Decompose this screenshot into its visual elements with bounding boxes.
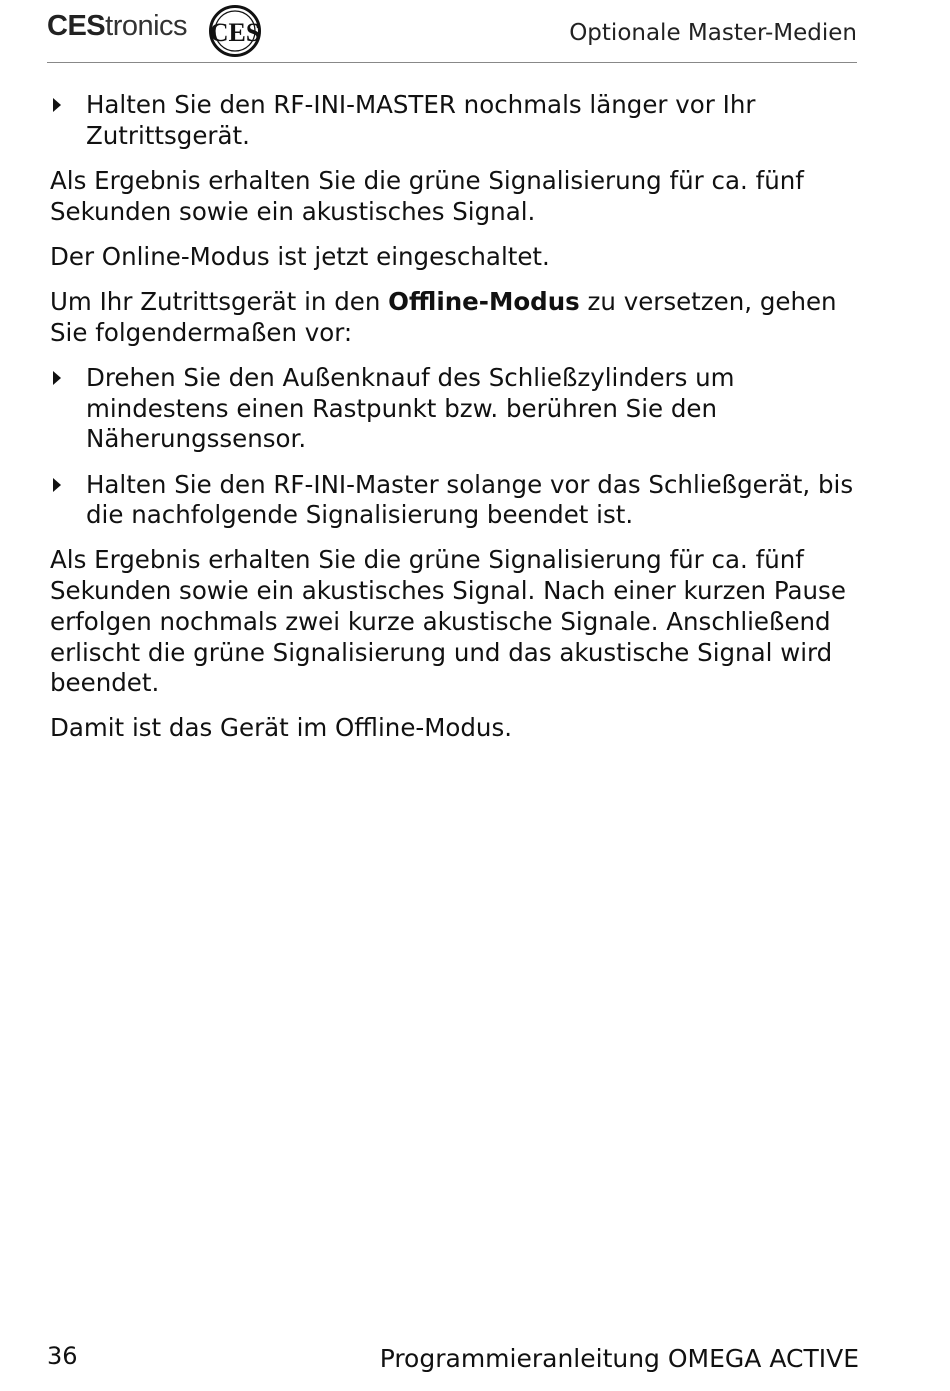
brand-light: tronics [105,10,188,42]
paragraph-offline-intro [50,287,860,348]
section-title: Optionale Master-Medien [569,20,857,46]
document-title: Programmieranleitung OMEGA ACTIVE [379,1344,859,1373]
paragraph: Der Online-Modus ist jetzt eingeschaltet. [50,241,550,271]
page-content [50,90,860,759]
brand-wordmark [47,10,187,43]
bullet-arrow-icon [53,478,61,492]
paragraph: Als Ergebnis erhalten Sie die grüne Signalisierung für ca. fünf Sekunden sowie ein akustisches Signal. Nach einer kurzen Pause erfolgen nochmals zwei kurze akustische Signale. Anschließend erlischt die grüne Signalisierung und das akustische Signal wird beendet. [50,545,846,698]
offline-mode-emphasis: Offline-Modus [388,287,580,317]
bullet-item [50,470,860,531]
page-header [47,0,857,64]
header-divider [47,62,857,63]
logo-text: CES [209,18,261,47]
bullet-arrow-icon [53,371,61,385]
bullet-text: Halten Sie den RF-INI-Master solange vor das Schließgerät, bis die nachfolgende Signalisierung beendet ist. [86,469,854,530]
brand-bold: CES [47,10,106,42]
bullet-text: Drehen Sie den Außenknauf des Schließzylinders um mindestens einen Rastpunkt bzw. berühren Sie den Näherungssensor. [86,362,735,454]
bullet-text: Halten Sie den RF-INI-MASTER nochmals länger vor Ihr Zutrittsgerät. [86,90,756,150]
ces-logo-icon [208,4,262,58]
paragraph: Als Ergebnis erhalten Sie die grüne Signalisierung für ca. fünf Sekunden sowie ein akustisches Signal. [50,165,804,226]
bullet-arrow-icon [53,98,61,112]
paragraph-text: zu versetzen, gehen Sie folgendermaßen vor: [50,287,837,347]
paragraph: Damit ist das Gerät im Offline-Modus. [50,713,513,743]
paragraph-text: Um Ihr Zutrittsgerät in den [50,287,389,317]
page-number: 36 [47,1342,78,1370]
bullet-item [50,90,860,151]
bullet-item [50,363,860,455]
